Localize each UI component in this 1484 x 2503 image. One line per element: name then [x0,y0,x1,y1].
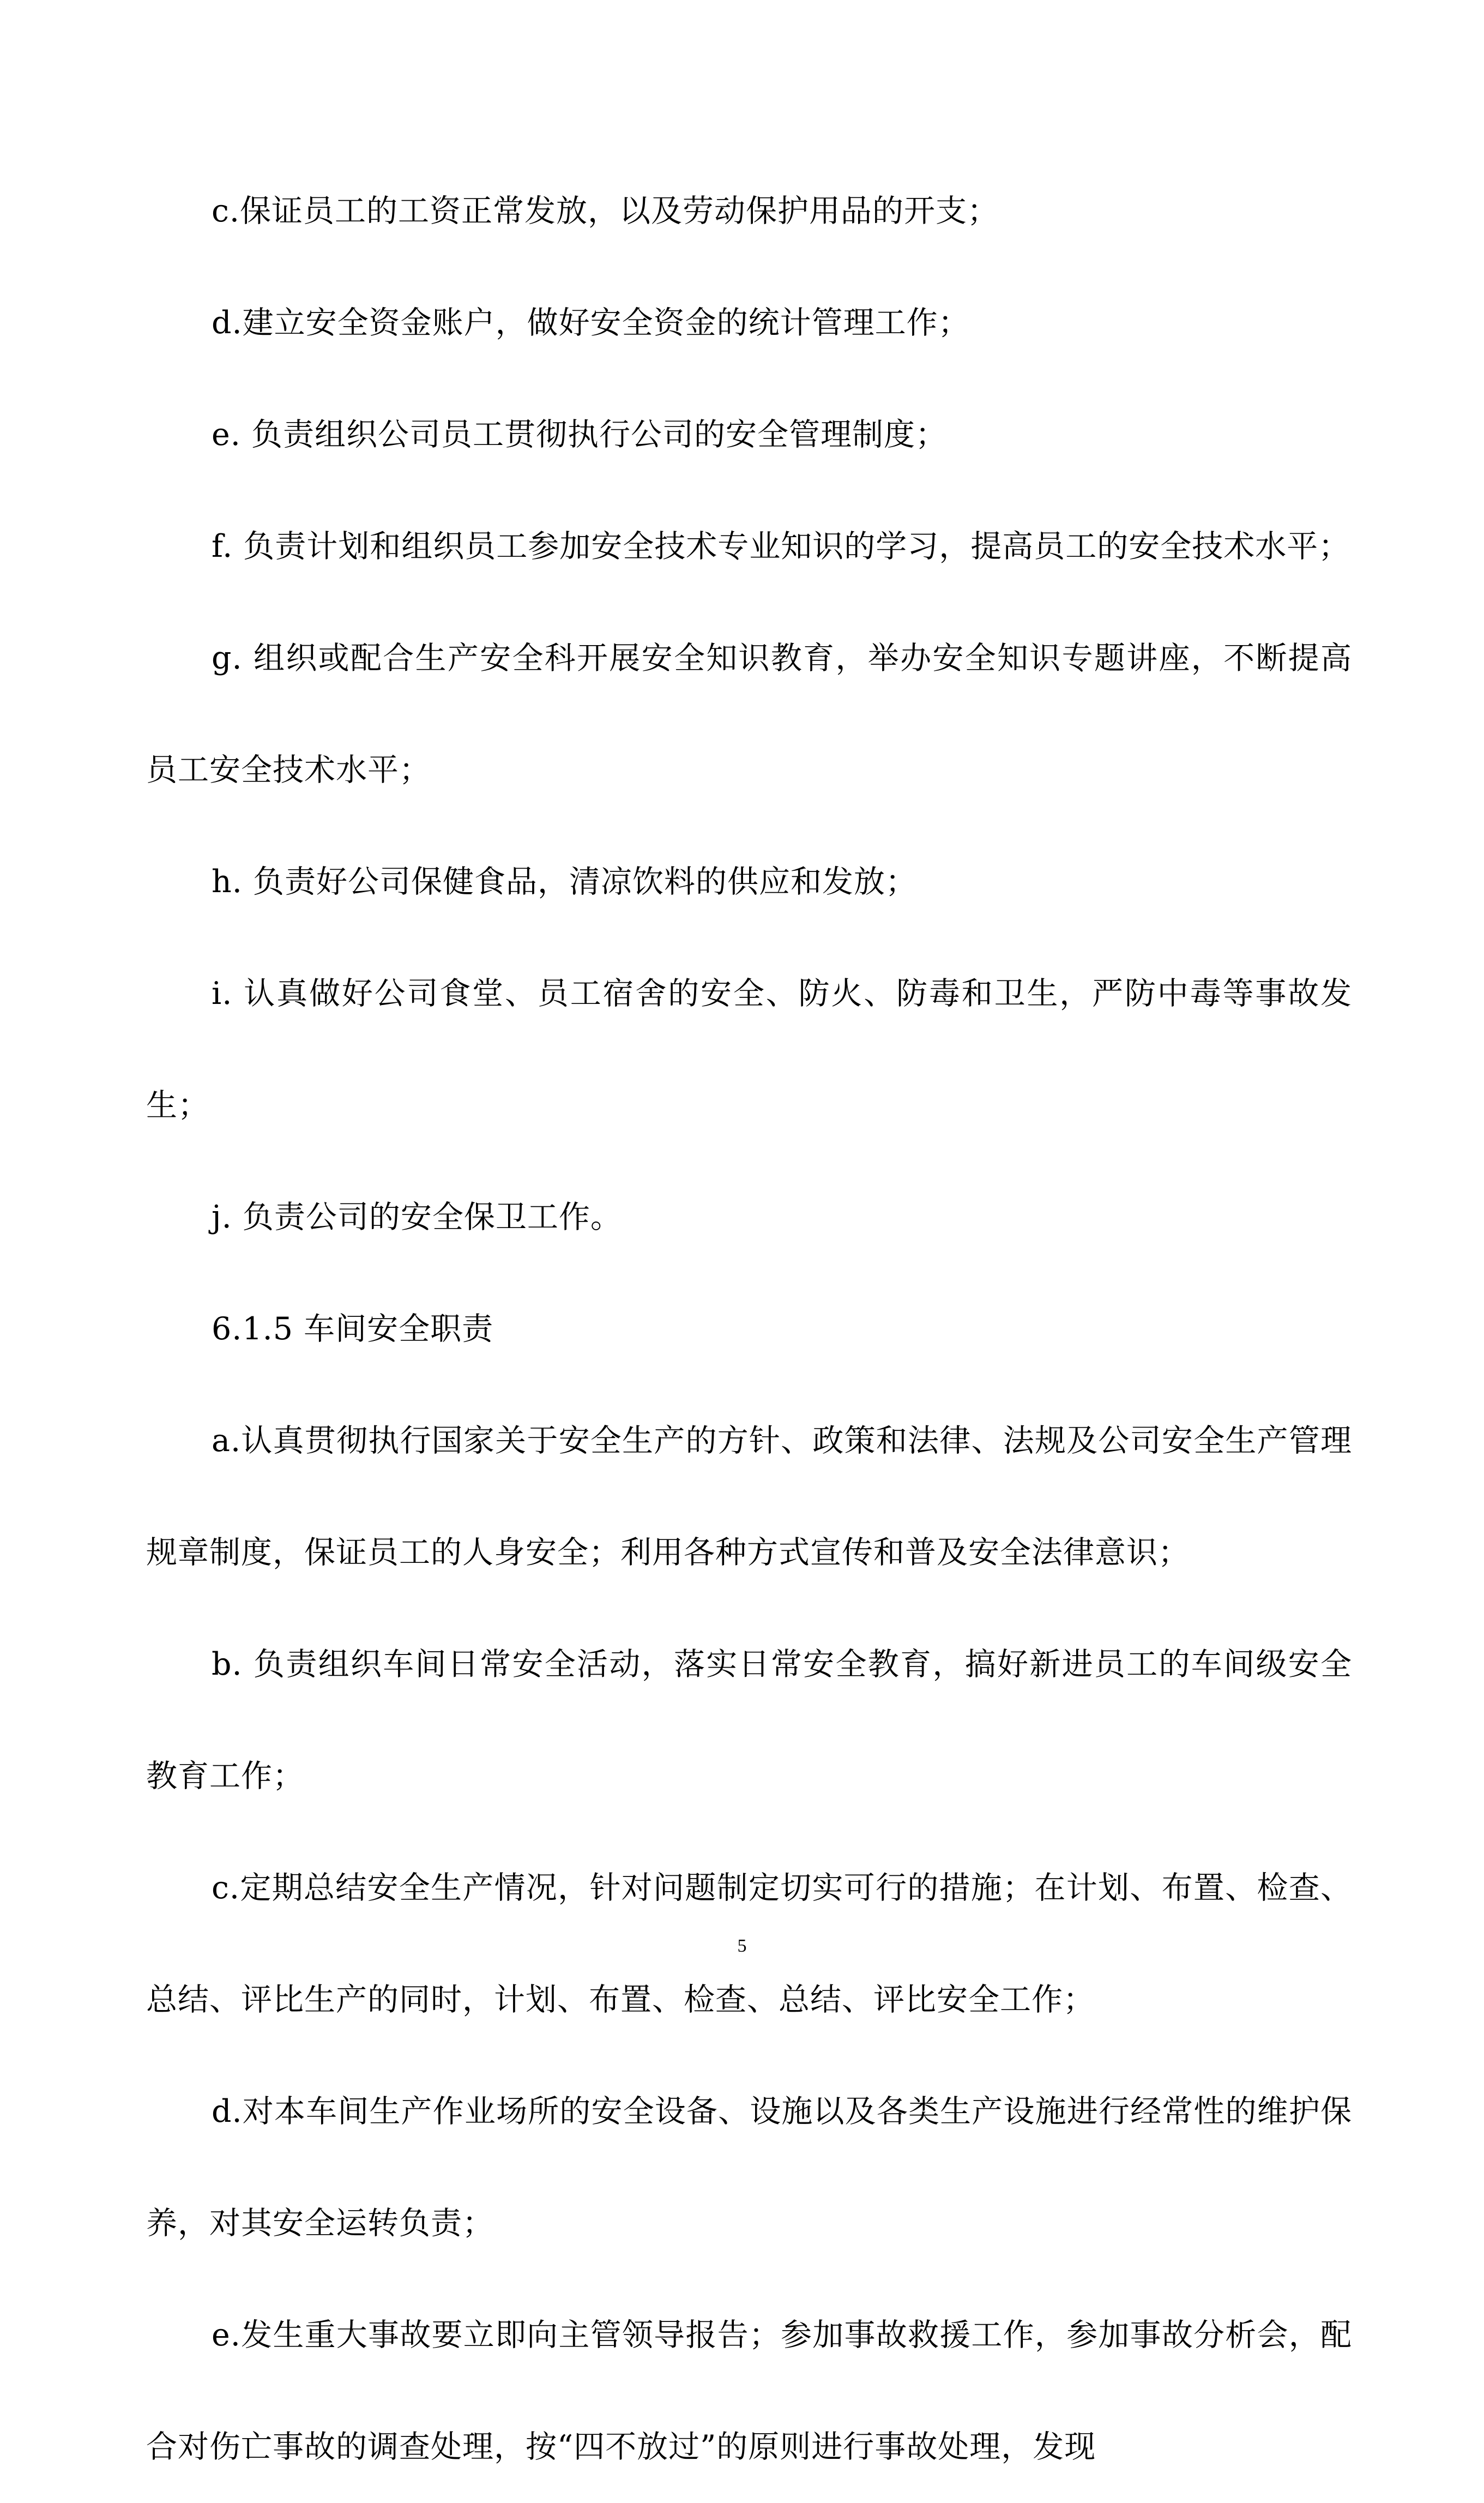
section-heading-6-1-5: 6.1.5 车间安全职责 [212,1311,494,1347]
paragraph-i-canteen-dormitory-safety: i. 认真做好公司食堂、员工宿舍的安全、防火、防毒和卫生，严防中毒等事故发生； [146,976,1352,1123]
paragraph-h-health-food-supply: h. 负责好公司保健食品，清凉饮料的供应和发放； [212,864,917,900]
paragraph-a-implement-policies: a.认真贯彻执行国家关于安全生产的方针、政策和法律、法规及公司安全生产管理规章制度，保证员工的人身安全；利用各种方式宣传和普及安全法律意识； [146,1423,1352,1571]
paragraph-b-workshop-safety-activities: b. 负责组织车间日常安全活动，落实日常安全教育，搞好新进员工的车间级安全教育工作； [146,1646,1352,1794]
paragraph-d-equipment-maintenance: d.对本车间生产作业场所的安全设备、设施以及各类生产设施进行经常性的维护保养，对其安全运转负责； [146,2093,1352,2241]
paragraph-e-accident-reporting: e.发生重大事故要立即向主管领导报告；参加事故救援工作，参加事故分析会，配合对伤亡事故的调查处理，按“四不放过”的原则进行事故处理，发现 [146,2317,1352,2465]
page-number: 5 [737,1936,747,1956]
paragraph-j-security-work: j. 负责公司的安全保卫工作。 [212,1199,622,1235]
paragraph-g-safety-education: g. 组织或配合生产安全科开展安全知识教育，举办安全知识专题讲座，不断提高员工安全技术水平； [146,640,1352,788]
paragraph-f-technical-training: f. 负责计划和组织员工参加安全技术专业知识的学习，提高员工的安全技术水平； [212,528,1350,564]
paragraph-c-wages: c.保证员工的工资正常发放，以及劳动保护用品的开支； [212,193,999,229]
paragraph-c-periodic-summary: c.定期总结安全生产情况，针对问题制定切实可行的措施；在计划、布置、检查、总结、评比生产的同时，计划、布置、检查、总结、评比安全工作； [146,1870,1352,2018]
paragraph-e-safety-management-system: e. 负责组织公司员工贯彻执行公司的安全管理制度； [212,417,947,453]
paragraph-d-safety-fund-account: d.建立安全资金账户，做好安全资金的统计管理工作； [212,305,970,341]
document-body [146,155,1352,2503]
